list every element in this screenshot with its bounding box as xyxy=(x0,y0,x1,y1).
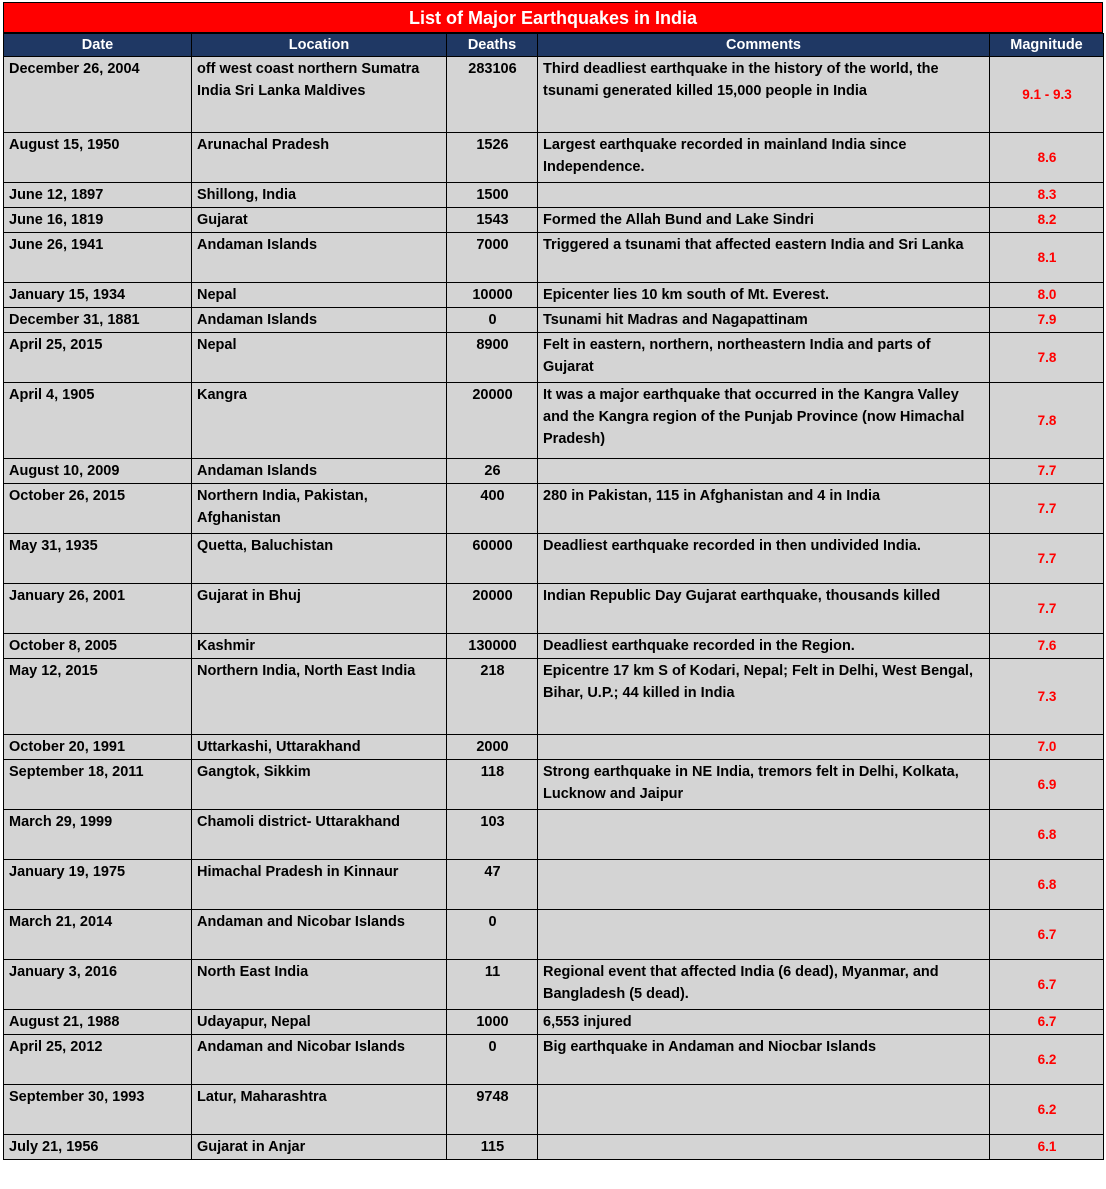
cell-deaths: 26 xyxy=(447,459,538,484)
cell-deaths: 7000 xyxy=(447,233,538,283)
cell-date: August 21, 1988 xyxy=(4,1010,192,1035)
table-row xyxy=(4,183,1104,208)
cell-deaths: 0 xyxy=(447,910,538,960)
cell-deaths: 11 xyxy=(447,960,538,1010)
table-row xyxy=(4,735,1104,760)
cell-comments xyxy=(538,183,990,208)
table-row xyxy=(4,383,1104,459)
cell-comments xyxy=(538,735,990,760)
cell-date: March 29, 1999 xyxy=(4,810,192,860)
cell-comments xyxy=(538,1135,990,1160)
cell-location: Kashmir xyxy=(192,634,447,659)
cell-magnitude: 6.7 xyxy=(990,910,1104,960)
earthquake-table-container xyxy=(3,2,1103,1160)
cell-comments: Triggered a tsunami that affected eastern India and Sri Lanka xyxy=(538,233,990,283)
cell-date: April 25, 2012 xyxy=(4,1035,192,1085)
cell-location: Udayapur, Nepal xyxy=(192,1010,447,1035)
cell-comments: 280 in Pakistan, 115 in Afghanistan and 4 in India xyxy=(538,484,990,534)
cell-magnitude: 7.0 xyxy=(990,735,1104,760)
cell-comments: Epicentre 17 km S of Kodari, Nepal; Felt in Delhi, West Bengal, Bihar, U.P.; 44 killed in India xyxy=(538,659,990,735)
table-row xyxy=(4,760,1104,810)
cell-magnitude: 9.1 - 9.3 xyxy=(990,57,1104,133)
cell-magnitude: 7.9 xyxy=(990,308,1104,333)
cell-magnitude: 6.7 xyxy=(990,960,1104,1010)
cell-location: Andaman Islands xyxy=(192,308,447,333)
cell-date: March 21, 2014 xyxy=(4,910,192,960)
cell-location: Nepal xyxy=(192,333,447,383)
cell-location: Uttarkashi, Uttarakhand xyxy=(192,735,447,760)
cell-date: September 30, 1993 xyxy=(4,1085,192,1135)
cell-comments xyxy=(538,1085,990,1135)
cell-location: Shillong, India xyxy=(192,183,447,208)
cell-deaths: 60000 xyxy=(447,534,538,584)
cell-comments: Formed the Allah Bund and Lake Sindri xyxy=(538,208,990,233)
cell-deaths: 0 xyxy=(447,308,538,333)
cell-date: January 15, 1934 xyxy=(4,283,192,308)
cell-location: Gangtok, Sikkim xyxy=(192,760,447,810)
table-row xyxy=(4,233,1104,283)
cell-deaths: 1000 xyxy=(447,1010,538,1035)
cell-comments: Felt in eastern, northern, northeastern India and parts of Gujarat xyxy=(538,333,990,383)
table-title: List of Major Earthquakes in India xyxy=(3,2,1103,33)
cell-magnitude: 6.8 xyxy=(990,810,1104,860)
earthquake-table xyxy=(3,33,1104,1160)
table-row xyxy=(4,1010,1104,1035)
cell-location: Andaman and Nicobar Islands xyxy=(192,1035,447,1085)
cell-deaths: 103 xyxy=(447,810,538,860)
cell-comments: Indian Republic Day Gujarat earthquake, thousands killed xyxy=(538,584,990,634)
table-row xyxy=(4,584,1104,634)
cell-location: Gujarat xyxy=(192,208,447,233)
table-row xyxy=(4,860,1104,910)
cell-date: June 12, 1897 xyxy=(4,183,192,208)
cell-location: Kangra xyxy=(192,383,447,459)
cell-comments xyxy=(538,910,990,960)
cell-location: Gujarat in Anjar xyxy=(192,1135,447,1160)
cell-magnitude: 7.7 xyxy=(990,584,1104,634)
cell-location: North East India xyxy=(192,960,447,1010)
cell-date: June 26, 1941 xyxy=(4,233,192,283)
cell-deaths: 400 xyxy=(447,484,538,534)
cell-date: January 3, 2016 xyxy=(4,960,192,1010)
cell-comments: Strong earthquake in NE India, tremors felt in Delhi, Kolkata, Lucknow and Jaipur xyxy=(538,760,990,810)
cell-magnitude: 8.3 xyxy=(990,183,1104,208)
cell-magnitude: 8.2 xyxy=(990,208,1104,233)
cell-deaths: 8900 xyxy=(447,333,538,383)
cell-location: Gujarat in Bhuj xyxy=(192,584,447,634)
cell-location: Northern India, Pakistan, Afghanistan xyxy=(192,484,447,534)
cell-magnitude: 7.8 xyxy=(990,333,1104,383)
cell-magnitude: 8.1 xyxy=(990,233,1104,283)
cell-deaths: 130000 xyxy=(447,634,538,659)
table-row xyxy=(4,960,1104,1010)
cell-magnitude: 8.0 xyxy=(990,283,1104,308)
cell-deaths: 0 xyxy=(447,1035,538,1085)
cell-comments: Big earthquake in Andaman and Niocbar Islands xyxy=(538,1035,990,1085)
cell-date: October 20, 1991 xyxy=(4,735,192,760)
table-row xyxy=(4,634,1104,659)
cell-deaths: 115 xyxy=(447,1135,538,1160)
cell-comments xyxy=(538,459,990,484)
cell-location: Andaman Islands xyxy=(192,233,447,283)
cell-date: September 18, 2011 xyxy=(4,760,192,810)
header-location: Location xyxy=(192,34,447,57)
cell-date: January 19, 1975 xyxy=(4,860,192,910)
cell-date: April 25, 2015 xyxy=(4,333,192,383)
cell-magnitude: 6.7 xyxy=(990,1010,1104,1035)
cell-location: Nepal xyxy=(192,283,447,308)
table-row xyxy=(4,810,1104,860)
cell-location: Himachal Pradesh in Kinnaur xyxy=(192,860,447,910)
cell-location: Latur, Maharashtra xyxy=(192,1085,447,1135)
cell-date: July 21, 1956 xyxy=(4,1135,192,1160)
table-row xyxy=(4,1135,1104,1160)
table-row xyxy=(4,283,1104,308)
cell-date: May 12, 2015 xyxy=(4,659,192,735)
cell-magnitude: 6.1 xyxy=(990,1135,1104,1160)
cell-magnitude: 7.7 xyxy=(990,459,1104,484)
cell-comments: Deadliest earthquake recorded in the Region. xyxy=(538,634,990,659)
cell-date: December 31, 1881 xyxy=(4,308,192,333)
cell-magnitude: 6.8 xyxy=(990,860,1104,910)
cell-deaths: 20000 xyxy=(447,383,538,459)
cell-magnitude: 6.2 xyxy=(990,1035,1104,1085)
cell-date: August 10, 2009 xyxy=(4,459,192,484)
cell-date: May 31, 1935 xyxy=(4,534,192,584)
cell-location: Northern India, North East India xyxy=(192,659,447,735)
table-row xyxy=(4,484,1104,534)
cell-comments: Deadliest earthquake recorded in then undivided India. xyxy=(538,534,990,584)
cell-deaths: 10000 xyxy=(447,283,538,308)
cell-comments: Regional event that affected India (6 dead), Myanmar, and Bangladesh (5 dead). xyxy=(538,960,990,1010)
cell-comments xyxy=(538,860,990,910)
cell-comments: Epicenter lies 10 km south of Mt. Everest. xyxy=(538,283,990,308)
cell-comments xyxy=(538,810,990,860)
cell-date: October 26, 2015 xyxy=(4,484,192,534)
table-row xyxy=(4,659,1104,735)
cell-deaths: 2000 xyxy=(447,735,538,760)
cell-magnitude: 7.7 xyxy=(990,484,1104,534)
table-row xyxy=(4,333,1104,383)
table-row xyxy=(4,1035,1104,1085)
cell-date: December 26, 2004 xyxy=(4,57,192,133)
table-row xyxy=(4,208,1104,233)
table-row xyxy=(4,308,1104,333)
table-row xyxy=(4,459,1104,484)
header-comments: Comments xyxy=(538,34,990,57)
table-row xyxy=(4,1085,1104,1135)
cell-date: August 15, 1950 xyxy=(4,133,192,183)
cell-date: January 26, 2001 xyxy=(4,584,192,634)
cell-date: October 8, 2005 xyxy=(4,634,192,659)
cell-deaths: 20000 xyxy=(447,584,538,634)
cell-comments: 6,553 injured xyxy=(538,1010,990,1035)
cell-location: Chamoli district- Uttarakhand xyxy=(192,810,447,860)
cell-location: Andaman Islands xyxy=(192,459,447,484)
cell-date: April 4, 1905 xyxy=(4,383,192,459)
cell-deaths: 1526 xyxy=(447,133,538,183)
table-row xyxy=(4,133,1104,183)
cell-deaths: 218 xyxy=(447,659,538,735)
cell-deaths: 1500 xyxy=(447,183,538,208)
table-row xyxy=(4,534,1104,584)
cell-deaths: 47 xyxy=(447,860,538,910)
cell-deaths: 118 xyxy=(447,760,538,810)
cell-location: Andaman and Nicobar Islands xyxy=(192,910,447,960)
header-date: Date xyxy=(4,34,192,57)
cell-comments: Tsunami hit Madras and Nagapattinam xyxy=(538,308,990,333)
header-deaths: Deaths xyxy=(447,34,538,57)
cell-magnitude: 6.2 xyxy=(990,1085,1104,1135)
cell-magnitude: 7.8 xyxy=(990,383,1104,459)
cell-magnitude: 6.9 xyxy=(990,760,1104,810)
cell-location: off west coast northern Sumatra India Sri Lanka Maldives xyxy=(192,57,447,133)
cell-magnitude: 7.6 xyxy=(990,634,1104,659)
cell-comments: Third deadliest earthquake in the history of the world, the tsunami generated killed 15,000 people in India xyxy=(538,57,990,133)
cell-deaths: 9748 xyxy=(447,1085,538,1135)
cell-comments: Largest earthquake recorded in mainland India since Independence. xyxy=(538,133,990,183)
cell-deaths: 1543 xyxy=(447,208,538,233)
cell-magnitude: 8.6 xyxy=(990,133,1104,183)
cell-comments: It was a major earthquake that occurred in the Kangra Valley and the Kangra region of the Punjab Province (now Himachal Pradesh) xyxy=(538,383,990,459)
table-row xyxy=(4,57,1104,133)
table-row xyxy=(4,910,1104,960)
cell-deaths: 283106 xyxy=(447,57,538,133)
header-magnitude: Magnitude xyxy=(990,34,1104,57)
cell-magnitude: 7.7 xyxy=(990,534,1104,584)
cell-magnitude: 7.3 xyxy=(990,659,1104,735)
cell-location: Arunachal Pradesh xyxy=(192,133,447,183)
header-row xyxy=(4,34,1104,57)
cell-location: Quetta, Baluchistan xyxy=(192,534,447,584)
cell-date: June 16, 1819 xyxy=(4,208,192,233)
